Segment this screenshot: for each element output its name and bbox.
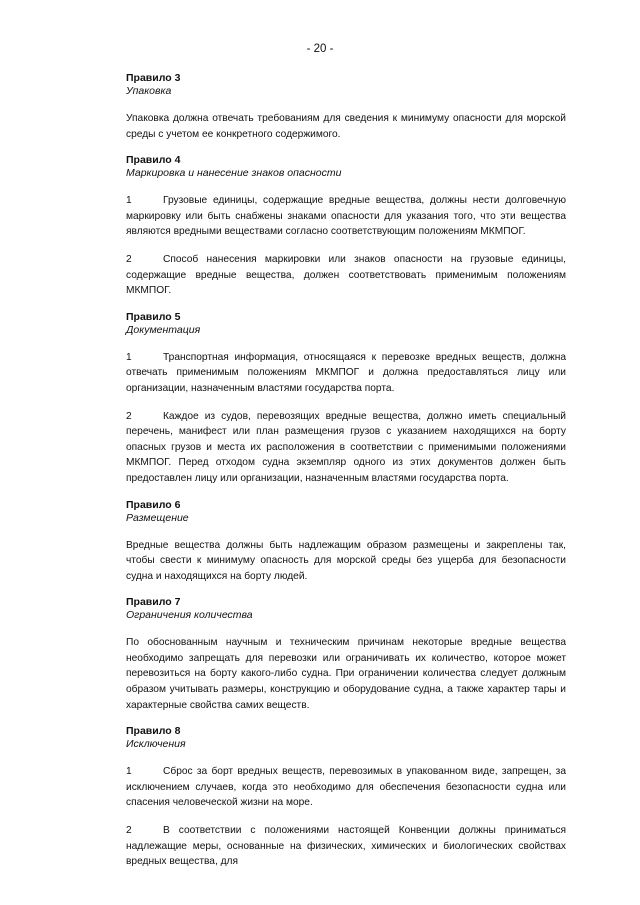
paragraph-number: 1 <box>126 351 132 363</box>
paragraph <box>126 111 566 142</box>
rule-heading: Правило 6 <box>126 498 181 511</box>
paragraph <box>126 409 566 487</box>
paragraph-text: В соответствии с положениями настоящей Конвенции должны приниматься надлежащие меры, основанные на физических, химических и биологических свойствах вредных вещества, для <box>126 825 566 868</box>
paragraph-text: Способ нанесения маркировки или знаков опасности на грузовые единицы, содержащие вредные вещества, должен соответствовать применимым положениям МКМПОГ. <box>126 253 566 297</box>
rule-subtitle: Исключения <box>126 738 186 751</box>
paragraph-number: 2 <box>126 410 132 422</box>
paragraph-text: Вредные вещества должны быть надлежащим образом размещены и закреплены так, чтобы свести к минимуму опасность для морской среды без ущерба для безопасности судна и находящихся на борту людей. <box>126 539 566 582</box>
paragraph-number: 1 <box>126 195 132 207</box>
rule-heading: Правило 3 <box>126 72 181 84</box>
rule-subtitle: Ограничения количества <box>126 609 253 622</box>
rule-3 <box>126 72 566 142</box>
paragraph <box>126 252 566 299</box>
paragraph-text: По обоснованным научным и техническим причинам некоторые вредные вещества необходимо запрещать для перевозки или ограничивать их количество, которое может перевозиться на борту какого-либо судна. При ограничении количества следует должным образом учитывать размеры, конструкцию и оборудование судна, а также характер тары и характерные свойства самих веществ. <box>126 637 566 711</box>
paragraph-number: 2 <box>126 253 132 265</box>
page-number: - 20 - <box>306 43 334 55</box>
rule-6 <box>126 499 566 585</box>
rule-subtitle: Упаковка <box>126 85 172 97</box>
paragraph <box>126 764 566 811</box>
paragraph <box>126 193 566 240</box>
paragraph-text: Транспортная информация, относящаяся к перевозке вредных веществ, должна отвечать применимым положениям МКМПОГ и должна предоставляться лицу или организации, назначенным властями государства порта. <box>126 351 566 394</box>
rule-5 <box>126 311 566 487</box>
paragraph <box>126 823 566 870</box>
rule-heading: Правило 8 <box>126 725 181 738</box>
paragraph <box>126 635 566 713</box>
paragraph-text: Каждое из судов, перевозящих вредные вещества, должно иметь специальный перечень, манифест или план размещения грузов с указанием находящихся на борту опасных грузов и места их расположения в соответствии с применимыми положениями МКМПОГ. Перед отходом судна экземпляр одного из этих документов должен быть предоставлен лицу или организации, назначенным властями государства порта. <box>126 410 566 484</box>
paragraph-number: 2 <box>126 825 132 837</box>
paragraph-text: Сброс за борт вредных веществ, перевозимых в упакованном виде, запрещен, за исключением случаев, когда это необходимо для обеспечения безопасности судна или спасения человеческой жизни на море. <box>126 766 566 809</box>
rule-8 <box>126 725 566 870</box>
rule-4 <box>126 154 566 299</box>
paragraph <box>126 538 566 585</box>
rule-subtitle: Маркировка и нанесение знаков опасности <box>126 167 342 180</box>
paragraph-text: Упаковка должна отвечать требованиям для сведения к минимуму опасности для морской среды с учетом ее конкретного содержимого. <box>126 113 566 140</box>
paragraph-number: 1 <box>126 766 132 778</box>
rule-subtitle: Документация <box>126 323 201 336</box>
paragraph-text: Грузовые единицы, содержащие вредные вещества, должны нести долговечную маркировку или быть снабжены знаками опасности для указания того, что эти вещества являются вредными веществами согласно соответствующим положениям МКМПОГ. <box>126 195 566 238</box>
rule-heading: Правило 5 <box>126 310 181 323</box>
rule-heading: Правило 4 <box>126 154 181 167</box>
rule-subtitle: Размещение <box>126 511 189 524</box>
document-body <box>126 72 566 882</box>
rule-7 <box>126 596 566 713</box>
rule-heading: Правило 7 <box>126 596 181 609</box>
paragraph <box>126 350 566 397</box>
